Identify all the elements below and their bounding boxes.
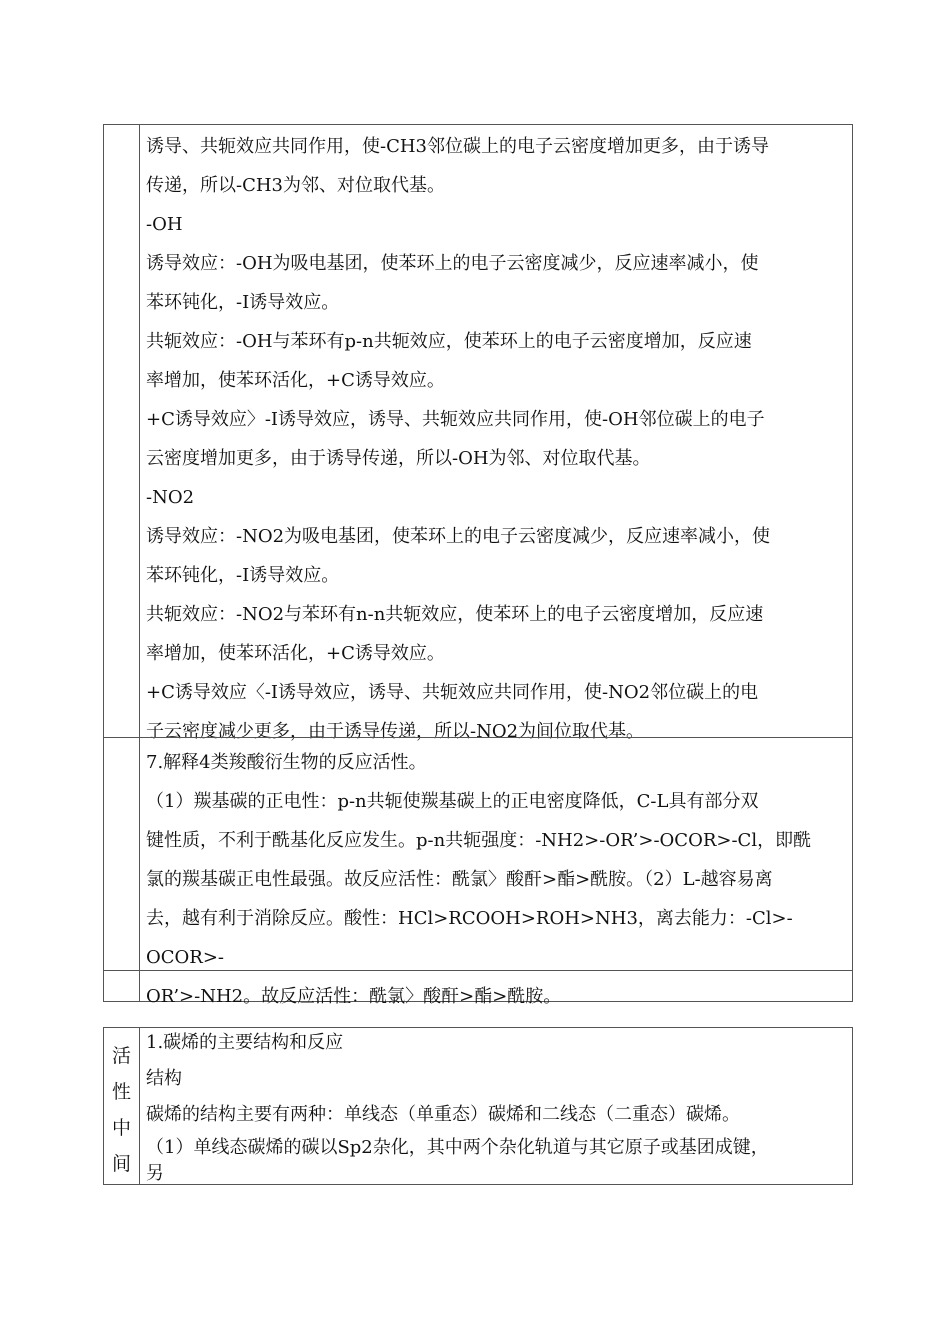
text-line: 诱导效应：-NO2为吸电基团，使苯环上的电子云密度减少，反应速率减小，使 xyxy=(146,526,771,547)
carboxylic-derivatives-cell xyxy=(146,743,846,1016)
notes-table-2 xyxy=(103,1027,853,1185)
column-divider xyxy=(139,1028,140,1184)
notes-table-1 xyxy=(103,124,853,1007)
side-label-char: 性 xyxy=(111,1081,131,1103)
column-divider xyxy=(139,125,140,1001)
text-line: 结构 xyxy=(146,1068,182,1089)
side-label xyxy=(104,1038,139,1182)
text-line: （1）单线态碳烯的碳以Sp2杂化，其中两个杂化轨道与其它原子或基团成键， xyxy=(146,1137,769,1158)
text-line: +C诱导效应〈-I诱导效应，诱导、共轭效应共同作用，使-NO2邻位碳上的电 xyxy=(146,682,759,703)
text-line: 另 xyxy=(146,1163,164,1184)
text-line: 氯的羰基碳正电性最强。故反应活性：酰氯〉酸酐>酯>酰胺。（2）L-越容易离 xyxy=(146,869,773,890)
side-label-char: 活 xyxy=(111,1045,131,1067)
side-label-char: 间 xyxy=(111,1153,131,1175)
text-line: 率增加，使苯环活化，+C诱导效应。 xyxy=(146,370,445,391)
text-line: 去，越有利于消除反应。酸性：HCl>RCOOH>ROH>NH3，离去能力：-Cl>-OCOR>- xyxy=(146,908,793,968)
text-line: 共轭效应：-NO2与苯环有n-n共轭效应，使苯环上的电子云密度增加，反应速 xyxy=(146,604,764,625)
text-line: -NO2 xyxy=(146,487,195,508)
text-line: -OH xyxy=(146,214,183,235)
text-line: 键性质，不利于酰基化反应发生。p-n共轭强度：-NH2>-OR’>-OCOR>-Cl，即酰 xyxy=(146,830,812,851)
text-line: 苯环钝化，-I诱导效应。 xyxy=(146,565,340,586)
text-line: 率增加，使苯环活化，+C诱导效应。 xyxy=(146,643,445,664)
row-divider xyxy=(104,737,852,738)
text-line: 诱导、共轭效应共同作用，使-CH3邻位碳上的电子云密度增加更多，由于诱导 xyxy=(146,136,770,157)
text-line: 苯环钝化，-I诱导效应。 xyxy=(146,292,340,313)
substituent-effects-cell xyxy=(146,127,846,751)
text-line: 云密度增加更多，由于诱导传递，所以-OH为邻、对位取代基。 xyxy=(146,448,651,469)
side-label-char: 中 xyxy=(111,1117,131,1139)
carbene-cell xyxy=(146,1025,846,1185)
text-line: 传递，所以-CH3为邻、对位取代基。 xyxy=(146,175,446,196)
text-line: 7.解释4类羧酸衍生物的反应活性。 xyxy=(146,752,427,773)
text-line: 碳烯的结构主要有两种：单线态（单重态）碳烯和二线态（二重态）碳烯。 xyxy=(146,1104,740,1125)
text-line: +C诱导效应〉-I诱导效应，诱导、共轭效应共同作用，使-OH邻位碳上的电子 xyxy=(146,409,765,430)
text-line: 1.碳烯的主要结构和反应 xyxy=(146,1032,344,1053)
text-line: 诱导效应：-OH为吸电基团，使苯环上的电子云密度减少，反应速率减小，使 xyxy=(146,253,759,274)
text-line: 子云密度减少更多，由于诱导传递，所以-NO2为间位取代基。 xyxy=(146,721,645,742)
text-line: 共轭效应：-OH与苯环有p-n共轭效应，使苯环上的电子云密度增加，反应速 xyxy=(146,331,752,352)
text-line: OR’>-NH2。故反应活性：酰氯〉酸酐>酯>酰胺。 xyxy=(146,986,562,1007)
row-divider xyxy=(104,970,852,971)
text-line: （1）羰基碳的正电性：p-n共轭使羰基碳上的正电密度降低，C-L具有部分双 xyxy=(146,791,759,812)
